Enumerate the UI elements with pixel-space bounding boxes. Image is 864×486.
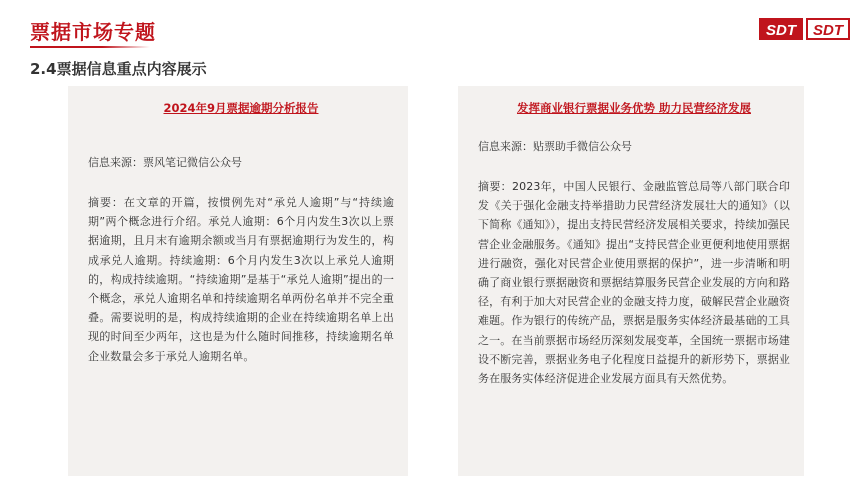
- card-source: 信息来源：贴票助手微信公众号: [478, 140, 632, 153]
- page-title: 票据市场专题: [30, 20, 156, 44]
- logo-mark-filled: SDT: [759, 18, 803, 40]
- card-source: 信息来源：票风笔记微信公众号: [88, 156, 242, 169]
- card-title-link[interactable]: 2024年9月票据逾期分析报告: [163, 101, 319, 115]
- report-card-overdue: [68, 86, 408, 476]
- logo-mark-outline: SDT: [806, 18, 850, 40]
- sdt-logo: [759, 18, 850, 40]
- report-card-private-economy: [458, 86, 804, 476]
- card-title-link[interactable]: 发挥商业银行票据业务优势 助力民营经济发展: [516, 101, 751, 115]
- card-abstract: 摘要：在文章的开篇，按惯例先对“承兑人逾期”与“持续逾期”两个概念进行介绍。承兑人逾期：6个月内发生3次以上票据逾期，且月末有逾期余额或当月有票据逾期行为发生的，构成承兑人逾期。持续逾期：6个月内发生3次以上承兑人逾期的，构成持续逾期。“持续逾期”是基于“承兑人逾期”提出的一个概念，承兑人逾期名单和持续逾期名单两份名单并不完全重叠。需要说明的是，构成持续逾期的企业在持续逾期名单上出现的时间至少两年，这也是为什么随时间推移，持续逾期名单企业数量会多于承兑人逾期名单。: [88, 196, 394, 363]
- section-title: 2.4票据信息重点内容展示: [30, 60, 207, 78]
- card-abstract: 摘要：2023年，中国人民银行、金融监管总局等八部门联合印发《关于强化金融支持举措助力民营经济发展壮大的通知》（以下简称《通知》），提出支持民营经济发展相关要求，持续加强民营企业金融服务。《通知》提出“支持民营企业更便利地使用票据进行融资，强化对民营企业使用票据的保护”，进一步清晰和明确了商业银行票据融资和票据结算服务民营企业发展的方向和路径，有利于加大对民营企业的金融支持力度，破解民营企业融资难题。作为银行的传统产品，票据是服务实体经济最基础的工具之一。在当前票据市场经历深刻发展变革，全国统一票据市场建设不断完善，票据业务电子化程度日益提升的新形势下，票据业务在服务实体经济促进企业发展方面具有天然优势。: [478, 180, 790, 386]
- title-underline: [30, 46, 150, 48]
